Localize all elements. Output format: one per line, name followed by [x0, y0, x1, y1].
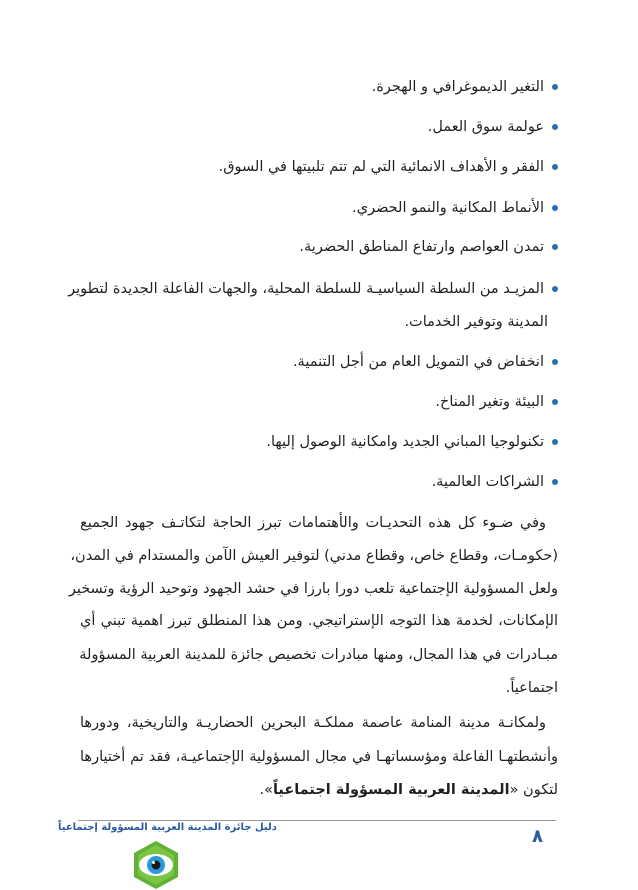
text: ».	[259, 782, 273, 798]
bullet-item	[68, 279, 558, 299]
bullet-item	[78, 117, 558, 137]
bullet-icon	[552, 399, 558, 405]
bullet-item	[78, 157, 558, 177]
footer-title: دليل جائزة المدينة العربية المسؤولة إجتماعياً	[58, 822, 277, 833]
bullet-text: تكنولوجيا المباني الجديد وامكانية الوصول إليها.	[266, 434, 544, 450]
paragraph-line	[80, 780, 558, 800]
paragraph-line: وأنشطتهـا الفاعلة ومؤسساتهـا في مجال المسؤولية الإجتماعيـة، فقد تم أختيارها	[80, 749, 558, 765]
paragraph-line: اجتماعياً.	[505, 680, 558, 696]
bullet-item	[78, 352, 558, 372]
footer-divider	[78, 820, 556, 821]
text: لتكون «	[509, 782, 558, 798]
bullet-icon	[552, 359, 558, 365]
bullet-icon	[552, 244, 558, 250]
paragraph-line: مبـادرات في هذا المجال، ومنها مبادرات تخصيص جائزة للمدينة العربية المسؤولة	[79, 647, 558, 663]
bullet-item	[78, 392, 558, 412]
bullet-item	[78, 472, 558, 492]
bullet-item	[78, 237, 558, 257]
bullet-icon	[552, 164, 558, 170]
bullet-text: عولمة سوق العمل.	[427, 119, 544, 135]
eye-hexagon-icon	[133, 840, 179, 890]
bullet-item	[78, 432, 558, 452]
bullet-icon	[552, 205, 558, 211]
highlight-text: المدينة العربية المسؤولة اجتماعياً	[272, 782, 510, 798]
bullet-text: البيئة وتغير المناخ.	[435, 394, 544, 410]
page-number: ٨	[532, 826, 543, 847]
bullet-text: تمدن العواصم وارتفاع المناطق الحضرية.	[299, 239, 544, 255]
bullet-text: الشراكات العالمية.	[431, 474, 544, 490]
paragraph-line: الإمكانات، لخدمة هذا التوجه الإستراتيجي. ومن هذا المنطلق تبرز اهمية تبني أي	[80, 613, 558, 629]
bullet-icon	[552, 286, 558, 292]
bullet-text: الأنماط المكانية والنمو الحضري.	[352, 200, 544, 216]
bullet-icon	[552, 479, 558, 485]
paragraph-line: ولمكانـة مدينة المنامة عاصمة مملكـة البحرين الحضاريـة والتاريخية، ودورها	[80, 715, 546, 731]
bullet-continuation: المدينة وتوفير الخدمات.	[404, 314, 548, 330]
bullet-item	[78, 198, 558, 218]
paragraph-line: ولعل المسؤولية الإجتماعية تلعب دورا بارزا في حشد الجهود وتوحيد الرؤية وتسخير	[68, 581, 558, 597]
bullet-item	[78, 77, 558, 97]
paragraph-line: وفي ضـوء كل هذه التحديـات والأهتمامات تبرز الحاجة لتكاتـف جهود الجميع	[80, 515, 546, 531]
bullet-text: المزيـد من السلطة السياسيـة للسلطة المحلية، والجهات الفاعلة الجديدة لتطوير	[68, 281, 544, 297]
bullet-text: انخفاض في التمويل العام من أجل التنمية.	[292, 354, 544, 370]
bullet-text: الفقر و الأهداف الانمائية التي لم تتم تلبيتها في السوق.	[218, 159, 544, 175]
bullet-icon	[552, 124, 558, 130]
bullet-icon	[552, 439, 558, 445]
bullet-icon	[552, 84, 558, 90]
paragraph-line: (حكومـات، وقطاع خاص، وقطاع مدني) لتوفير العيش الآمن والمستدام في المدن،	[70, 548, 558, 564]
bullet-text: التغير الديموغرافي و الهجرة.	[371, 79, 544, 95]
